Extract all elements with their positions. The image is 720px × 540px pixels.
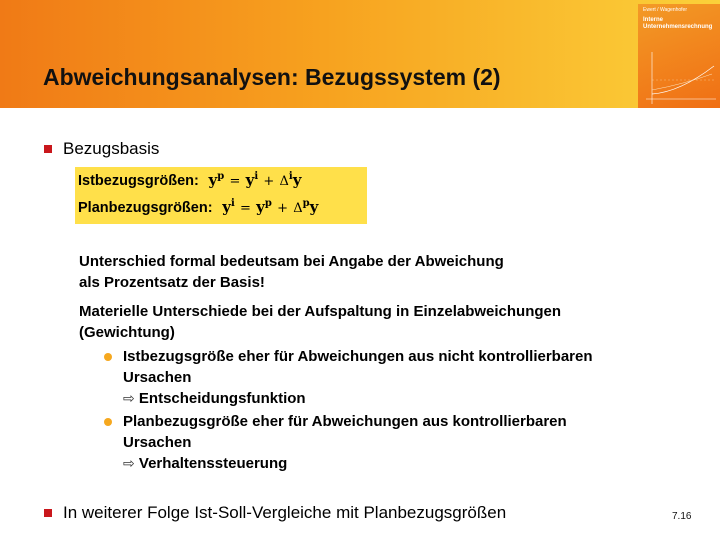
sub-item-plan-result: ⇨ Verhaltenssteuerung	[123, 455, 288, 472]
arrow-right-icon: ⇨	[123, 391, 135, 407]
formula-row-ist: Istbezugsgrößen: $y^p = y^i + \Delta^iy$	[78, 171, 302, 189]
paragraph-formal: Unterschied formal bedeutsam bei Angabe der Abweichung als Prozentsatz der Basis!	[79, 253, 504, 291]
page-title: Abweichungsanalysen: Bezugssystem (2)	[43, 64, 501, 90]
formula-box	[75, 167, 367, 224]
formula-ist-equation: $y^p = y^i + \Delta^iy$	[203, 171, 302, 189]
page-number: 7.16	[672, 511, 692, 522]
book-cover-image	[638, 4, 720, 108]
orange-dot-bullet-icon	[104, 418, 112, 426]
book-authors: Ewert / Wagenhofer	[643, 7, 688, 13]
red-square-bullet-icon	[44, 145, 52, 153]
formula-plan-equation: $y^i = y^p + \Delta^py$	[217, 198, 319, 216]
sub-item-ist: Istbezugsgröße eher für Abweichungen aus nicht kontrollierbaren Ursachen	[123, 348, 593, 386]
book-title: Interne Unternehmensrechnung	[643, 17, 713, 30]
red-square-bullet-icon	[44, 509, 52, 517]
formula-row-plan: Planbezugsgrößen: $y^i = y^p + \Delta^py$	[78, 198, 319, 216]
header-banner	[0, 0, 720, 108]
orange-dot-bullet-icon	[104, 353, 112, 361]
sub-item-plan: Planbezugsgröße eher für Abweichungen aus kontrollierbaren Ursachen	[123, 413, 567, 451]
arrow-right-icon: ⇨	[123, 456, 135, 472]
sub-item-ist-result: ⇨ Entscheidungsfunktion	[123, 390, 306, 407]
book-graph-icon	[640, 44, 720, 108]
paragraph-materiell: Materielle Unterschiede bei der Aufspaltung in Einzelabweichungen (Gewichtung)	[79, 303, 562, 341]
